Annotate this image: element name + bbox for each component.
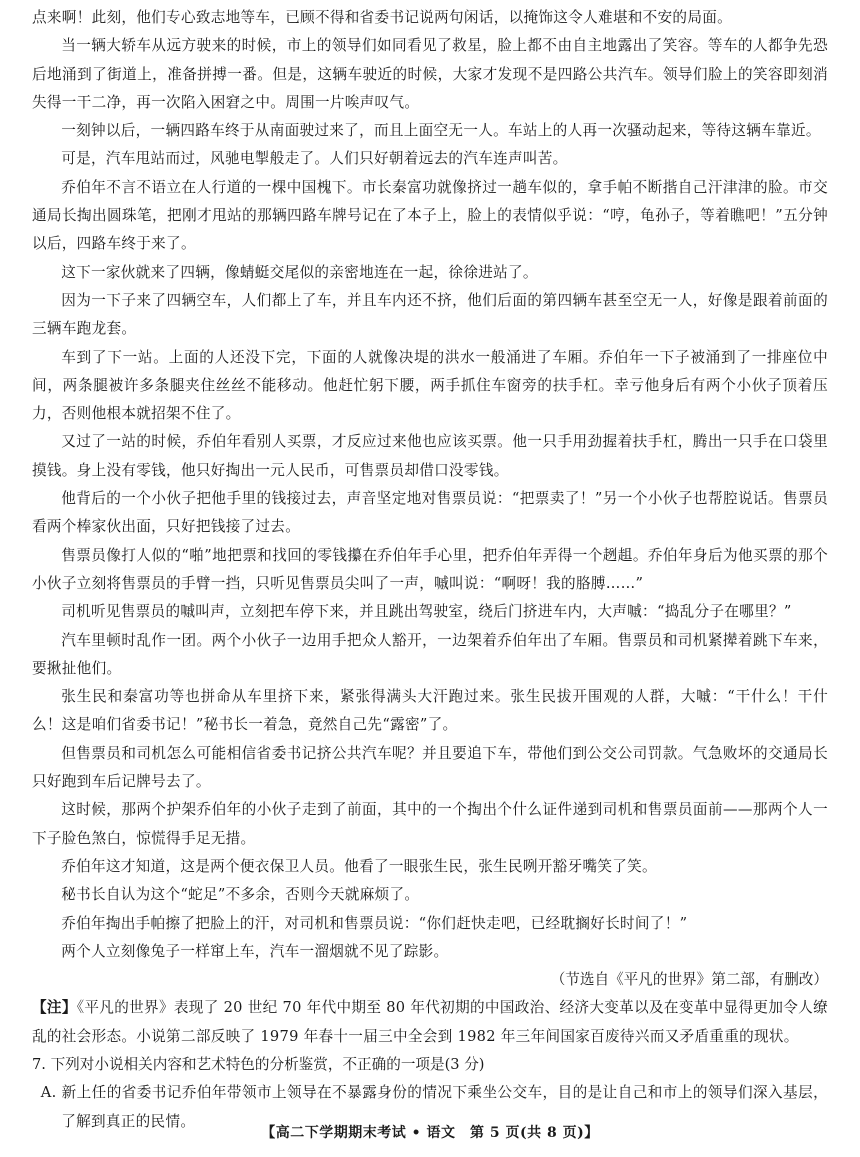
passage-paragraph: 这下一家伙就来了四辆，像蜻蜓交尾似的亲密地连在一起，徐徐进站了。 [61,263,538,281]
question-stem: 7. 下列对小说相关内容和艺术特色的分析鉴赏，不正确的一项是(3 分) [32,1055,485,1073]
passage-paragraph: 车到了下一站。上面的人还没下完，下面的人就像决堤的洪水一般涌进了车厢。乔伯年一下子被涌到了一排座位中间，两条腿被许多条腿夹住丝丝不能移动。他赶忙躬下腰，两手抓住车窗旁的扶手杠。幸亏他身后有两个小伙子顶着压力，否则他根本就招架不住了。 [32,348,828,423]
passage-paragraph: 又过了一站的时候，乔伯年看别人买票，才反应过来他也应该买票。他一只手用劲握着扶手杠，腾出一只手在口袋里摸钱。身上没有零钱，他只好掏出一元人民币，可售票员却借口没零钱。 [32,433,828,479]
passage-paragraph: 因为一下子来了四辆空车，人们都上了车，并且车内还不挤，他们后面的第四辆车甚至空无一人，好像是跟着前面的三辆车跑龙套。 [32,291,828,338]
annotation-note [32,994,828,1051]
note-text: 《平凡的世界》表现了 20 世纪 70 年代中期至 80 年代初期的中国政治、经济大变革以及在变革中显得更加令人缭乱的社会形态。小说第二部反映了 1979 年春十一届三中全会到 1982 年三年间国家百废待兴而又矛盾重重的现状。 [32,999,828,1045]
passage-paragraph: 张生民和秦富功等也拼命从车里挤下来，紧张得满头大汗跑过来。张生民拔开围观的人群，大嘁：“干什么！干什么！这是咱们省委书记！”秘书长一着急，竟然自己先“露密”了。 [32,688,828,734]
exam-page [32,4,828,1136]
question-option-a: A. 新上任的省委书记乔伯年带领市上领导在不暴露身份的情况下乘坐公交车，目的是让自己和市上的领导们深入基层，了解到真正的民情。 [40,1084,828,1130]
passage-paragraph: 可是，汽车甩站而过，风驰电掣般走了。人们只好朝着远去的汽车连声叫苦。 [61,150,568,168]
passage-paragraph: 乔伯年掏出手帕擦了把脸上的汗，对司机和售票员说：“你们赶快走吧，已经耽搁好长时间了！” [61,914,688,932]
passage-paragraph: 司机听见售票员的嘁叫声，立刻把车停下来，并且跳出驾驶室，绕后门挤进车内，大声嘁：“捣乱分子在哪里？” [61,603,792,621]
passage-paragraph: 两个人立刻像兔子一样窜上车，汽车一溜烟就不见了踪影。 [61,942,449,960]
page-footer: 【高二下学期期末考试 • 语文 第 5 页(共 8 页)】 [261,1125,599,1141]
passage-paragraph: 这时候，那两个护架乔伯年的小伙子走到了前面，其中的一个掏出个什么证件递到司机和售票员面前——那两个人一下子脸色煞白，惊慌得手足无措。 [32,801,828,847]
source-citation: （节选自《平凡的世界》第二部，有删改） [550,971,828,989]
note-tag: 【注】 [32,999,77,1017]
passage-paragraph: 售票员像打人似的“啪”地把票和找回的零钱攥在乔伯年手心里，把乔伯年弄得一个趔趄。乔伯年身后为他买票的那个小伙子立刻将售票员的手臂一挡，只听见售票员尖叫了一声，嘁叫说：“啊呀！我的胳膊……” [32,546,828,592]
passage-paragraph: 乔伯年这才知道，这是两个便衣保卫人员。他看了一眼张生民，张生民咧开豁牙嘴笑了笑。 [61,857,657,875]
passage-paragraph: 点来啊！此刻，他们专心致志地等车，已顾不得和省委书记说两句闲话，以掩饰这令人难堪和不安的局面。 [32,9,733,26]
passage-paragraph: 秘书长自认为这个“蛇足”不多余，否则今天就麻烦了。 [61,886,420,904]
passage-paragraph: 但售票员和司机怎么可能相信省委书记挤公共汽车呢？并且要追下车，带他们到公交公司罚款。气急败坏的交通局长只好跑到车后记牌号去了。 [32,744,828,791]
passage-paragraph: 乔伯年不言不语立在人行道的一棵中国槐下。市长秦富功就像挤过一趟车似的，拿手帕不断揩自己汗津津的脸。市交通局长掏出圆珠笔，把刚才甩站的那辆四路车牌号记在了本子上，脸上的表情似乎说：“哼，龟孙子，等着瞧吧！”五分钟以后，四路车终于来了。 [32,178,828,253]
passage-paragraph: 汽车里顿时乱作一团。两个小伙子一边用手把众人豁开，一边架着乔伯年出了车厢。售票员和司机紧撵着跳下车来，要揪扯他们。 [32,631,828,677]
passage-paragraph: 一刻钟以后，一辆四路车终于从南面驶过来了，而且上面空无一人。车站上的人再一次骚动起来，等待这辆车靠近。 [61,122,821,140]
passage-paragraph: 他背后的一个小伙子把他手里的钱接过去，声音坚定地对售票员说：“把票卖了！”另一个小伙子也帮腔说话。售票员看两个棒家伙出面，只好把钱接了过去。 [32,490,828,536]
passage-paragraph: 当一辆大轿车从远方驶来的时候，市上的领导们如同看见了救星，脸上都不由自主地露出了笑容。等车的人都争先恐后地涌到了街道上，准备拼搏一番。但是，这辆车驶近的时候，大家才发现不是四路公共汽车。领导们脸上的笑容即刻消失得一干二净，再一次陷入困窘之中。周围一片唉声叹气。 [32,37,828,111]
